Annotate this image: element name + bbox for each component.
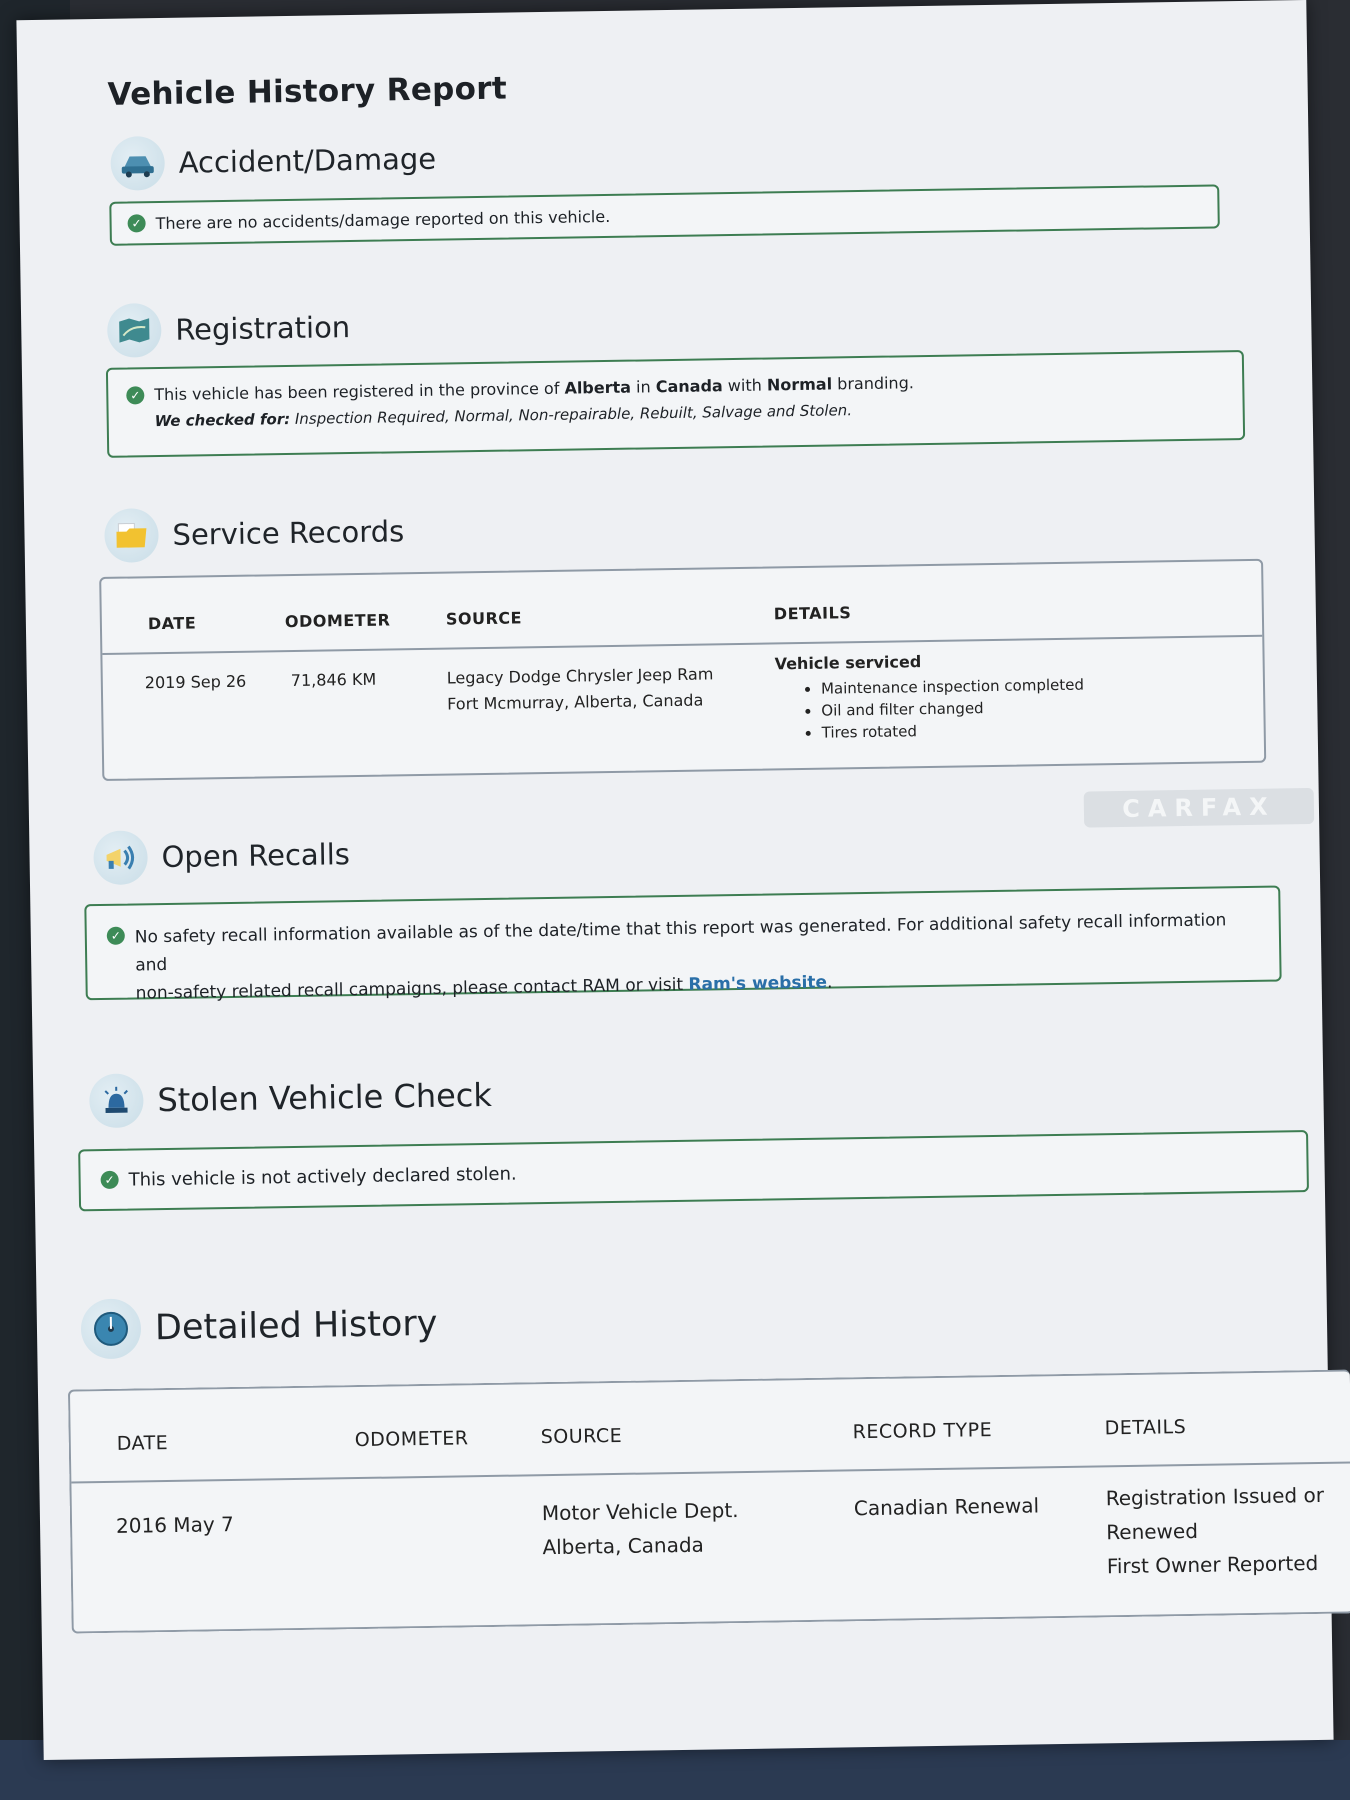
section-title: Detailed History bbox=[154, 1303, 438, 1349]
row-source-line2: Alberta, Canada bbox=[542, 1532, 705, 1560]
section-title: Service Records bbox=[172, 514, 405, 552]
registration-country: Canada bbox=[655, 376, 723, 397]
section-stolen-header bbox=[89, 1068, 492, 1128]
report-title: Vehicle History Report bbox=[107, 70, 508, 113]
row-source bbox=[447, 661, 714, 717]
registration-province: Alberta bbox=[564, 377, 632, 398]
row-source-line1: Legacy Dodge Chrysler Jeep Ram bbox=[446, 664, 714, 688]
checked-label: We checked for: bbox=[154, 409, 291, 431]
accident-box bbox=[109, 184, 1220, 245]
map-icon bbox=[107, 303, 162, 358]
registration-branding: Normal bbox=[766, 374, 833, 395]
section-registration-header bbox=[107, 300, 351, 358]
section-accident-header bbox=[110, 132, 436, 191]
stolen-box bbox=[78, 1130, 1309, 1211]
header-divider bbox=[102, 635, 1262, 655]
row-details-line1: Registration Issued or bbox=[1105, 1482, 1325, 1511]
registration-msg-prefix: This vehicle has been registered in the province of bbox=[154, 378, 560, 405]
row-details bbox=[1105, 1478, 1325, 1583]
check-icon: ✓ bbox=[107, 927, 125, 945]
odometer-icon bbox=[81, 1298, 142, 1359]
list-item: • Maintenance inspection completed bbox=[821, 674, 1084, 700]
col-header-odometer: ODOMETER bbox=[354, 1427, 469, 1452]
col-header-details: DETAILS bbox=[1104, 1416, 1187, 1440]
siren-icon bbox=[89, 1073, 144, 1128]
row-date: 2019 Sep 26 bbox=[144, 671, 247, 693]
col-header-record-type: RECORD TYPE bbox=[852, 1419, 993, 1444]
check-icon: ✓ bbox=[101, 1171, 119, 1189]
section-service-header bbox=[104, 504, 405, 563]
section-recalls-header bbox=[93, 827, 350, 885]
checked-list: Inspection Required, Normal, Non-repairable, Rebuilt, Salvage and Stolen. bbox=[294, 401, 853, 428]
recalls-message-text: non-safety related recall campaigns, please contact RAM or visit bbox=[135, 974, 684, 1004]
check-icon: ✓ bbox=[127, 214, 145, 232]
accident-message: There are no accidents/damage reported on this vehicle. bbox=[155, 206, 611, 233]
detailed-history-table bbox=[68, 1369, 1350, 1633]
registration-msg-suffix: branding. bbox=[837, 373, 915, 394]
row-details-line2: Renewed bbox=[1106, 1518, 1199, 1545]
registration-msg-in: in bbox=[635, 377, 651, 397]
report-page bbox=[16, 0, 1333, 1760]
megaphone-icon bbox=[93, 830, 148, 885]
check-icon: ✓ bbox=[126, 386, 144, 404]
registration-msg-with: with bbox=[727, 375, 762, 396]
rams-website-link[interactable]: Ram's website bbox=[688, 972, 828, 995]
row-details-title: Vehicle serviced bbox=[774, 652, 922, 674]
list-item: • Oil and filter changed bbox=[821, 696, 1084, 722]
col-header-date: DATE bbox=[116, 1432, 169, 1455]
row-details-list bbox=[775, 674, 1085, 745]
row-date: 2016 May 7 bbox=[115, 1512, 234, 1538]
row-details bbox=[774, 650, 1084, 745]
registration-box bbox=[106, 350, 1245, 458]
recalls-message bbox=[135, 906, 1260, 1008]
service-records-table bbox=[99, 559, 1266, 781]
row-odometer: 71,846 KM bbox=[290, 669, 377, 691]
section-title: Accident/Damage bbox=[178, 141, 437, 180]
recalls-link-suffix: . bbox=[826, 972, 833, 993]
row-source-line2: Fort Mcmurray, Alberta, Canada bbox=[447, 690, 704, 714]
row-record-type: Canadian Renewal bbox=[853, 1493, 1040, 1521]
folder-icon bbox=[104, 508, 159, 563]
col-header-source: SOURCE bbox=[445, 608, 523, 629]
recalls-box bbox=[84, 885, 1281, 1004]
section-title: Registration bbox=[175, 310, 351, 347]
col-header-odometer: ODOMETER bbox=[284, 610, 391, 632]
row-source bbox=[542, 1493, 740, 1564]
section-detailed-history-header bbox=[81, 1294, 438, 1360]
registration-message bbox=[154, 373, 914, 404]
col-header-source: SOURCE bbox=[540, 1424, 623, 1449]
stolen-message: This vehicle is not actively declared stolen. bbox=[128, 1163, 517, 1191]
row-source-line1: Motor Vehicle Dept. bbox=[541, 1498, 739, 1526]
col-header-date: DATE bbox=[147, 613, 197, 634]
section-title: Open Recalls bbox=[161, 837, 351, 875]
car-crash-icon bbox=[110, 136, 165, 191]
row-details-line3: First Owner Reported bbox=[1106, 1550, 1319, 1579]
recalls-message-line1: No safety recall information available as of the date/time that this report was generated. For additional safety recall information and bbox=[134, 910, 1227, 976]
list-item: • Tires rotated bbox=[822, 718, 1085, 744]
col-header-details: DETAILS bbox=[773, 603, 852, 624]
section-title: Stolen Vehicle Check bbox=[157, 1075, 493, 1120]
carfax-watermark: CARFAX bbox=[1084, 788, 1315, 828]
